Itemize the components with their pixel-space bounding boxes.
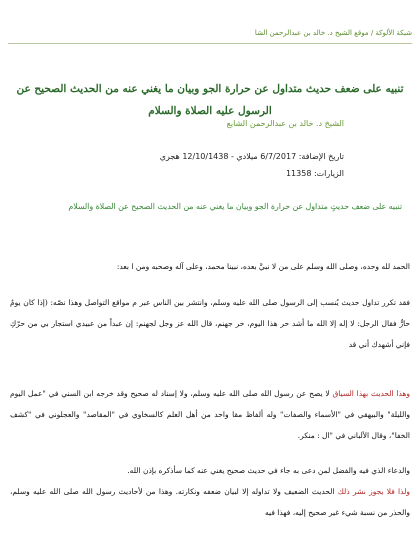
site-breadcrumb[interactable]: شبكة الألوكة / موقع الشيخ د. خالد بن عبدالرحمن الشا <box>254 29 412 37</box>
date-added: تاريخ الإضافة: 6/7/2017 ميلادي - 12/10/1438 هجري <box>159 152 344 161</box>
header-divider <box>8 43 412 44</box>
paragraph-hadith: فقد تكرر تداول حديث يُنسب إلى الرسول صلى الله عليه وسلم، وانتشر بين الناس عبر م مواقع التواصل وهذا نصّه: (إذا كان يومٌ حارٌّ فقال الرجل: لا إله إلا الله ما أشد حر هذا اليوم، حر جهنم، قال الله عز وجل لجهنم: إن عبداً من عبيدي استجار بي من حرّكِ فإني أشهدك أني قد <box>10 298 410 349</box>
warning-highlight: ولذا فلا يجوز نشر ذلك <box>337 487 410 496</box>
article-title: تنبيه على ضعف حديث متداول عن حرارة الجو وبيان ما يغني عنه من الحديث الصحيح عن الرسول عليه الصلاة والسلام <box>16 83 404 117</box>
paragraph-grading <box>10 383 410 446</box>
visit-count: الزيارات: 11358 <box>285 169 344 178</box>
warning-text: الحديث الضعيف ولا تداوله إلا لبيان ضعفه ونكارته. وهذا من لأحاديث رسول الله صلى الله عليه وسلم، والحذر من نسبة شيء غير صحيح إليه، فهذا فيه <box>10 487 410 517</box>
grading-text: لا يصح عن رسول الله صلى الله عليه وسلم، ولا إسناد له صحيح وقد خرجه ابن السني في "عمل اليوم والليلة" والبيهقي في "الأسماء والصفات" وله ألفاظ مقا واحد من أهل العلم كالسخاوي في "المقاصد" والعجلوني في "كشف الخفا"، وقال الألباني في "ال : منكر. <box>10 389 410 440</box>
article-subtitle: تنبيه على ضعف حديثٍ متداول عن حرارة الجو وبيان ما يغني عنه من الحديث الصحيح عن الصلاة والسلام <box>68 202 402 211</box>
paragraph-conclusion <box>10 460 410 523</box>
paragraph-intro: الحمد لله وحده، وصلى الله وسلم على من لا نبيَّ بعده، نبينا محمد، وعلى آله وصحبه ومن ا بعد: <box>116 262 410 271</box>
author-link[interactable]: الشيخ د. خالد بن عبدالرحمن الشايع <box>226 119 344 128</box>
grading-highlight: وهذا الحديث بهذا السياق <box>332 389 410 398</box>
conclusion-text: والدعاء الذي فيه والفضل لمن دعى به جاء في حديث صحيح يغني عنه كما سأذكره بإذن الله. <box>127 466 410 475</box>
